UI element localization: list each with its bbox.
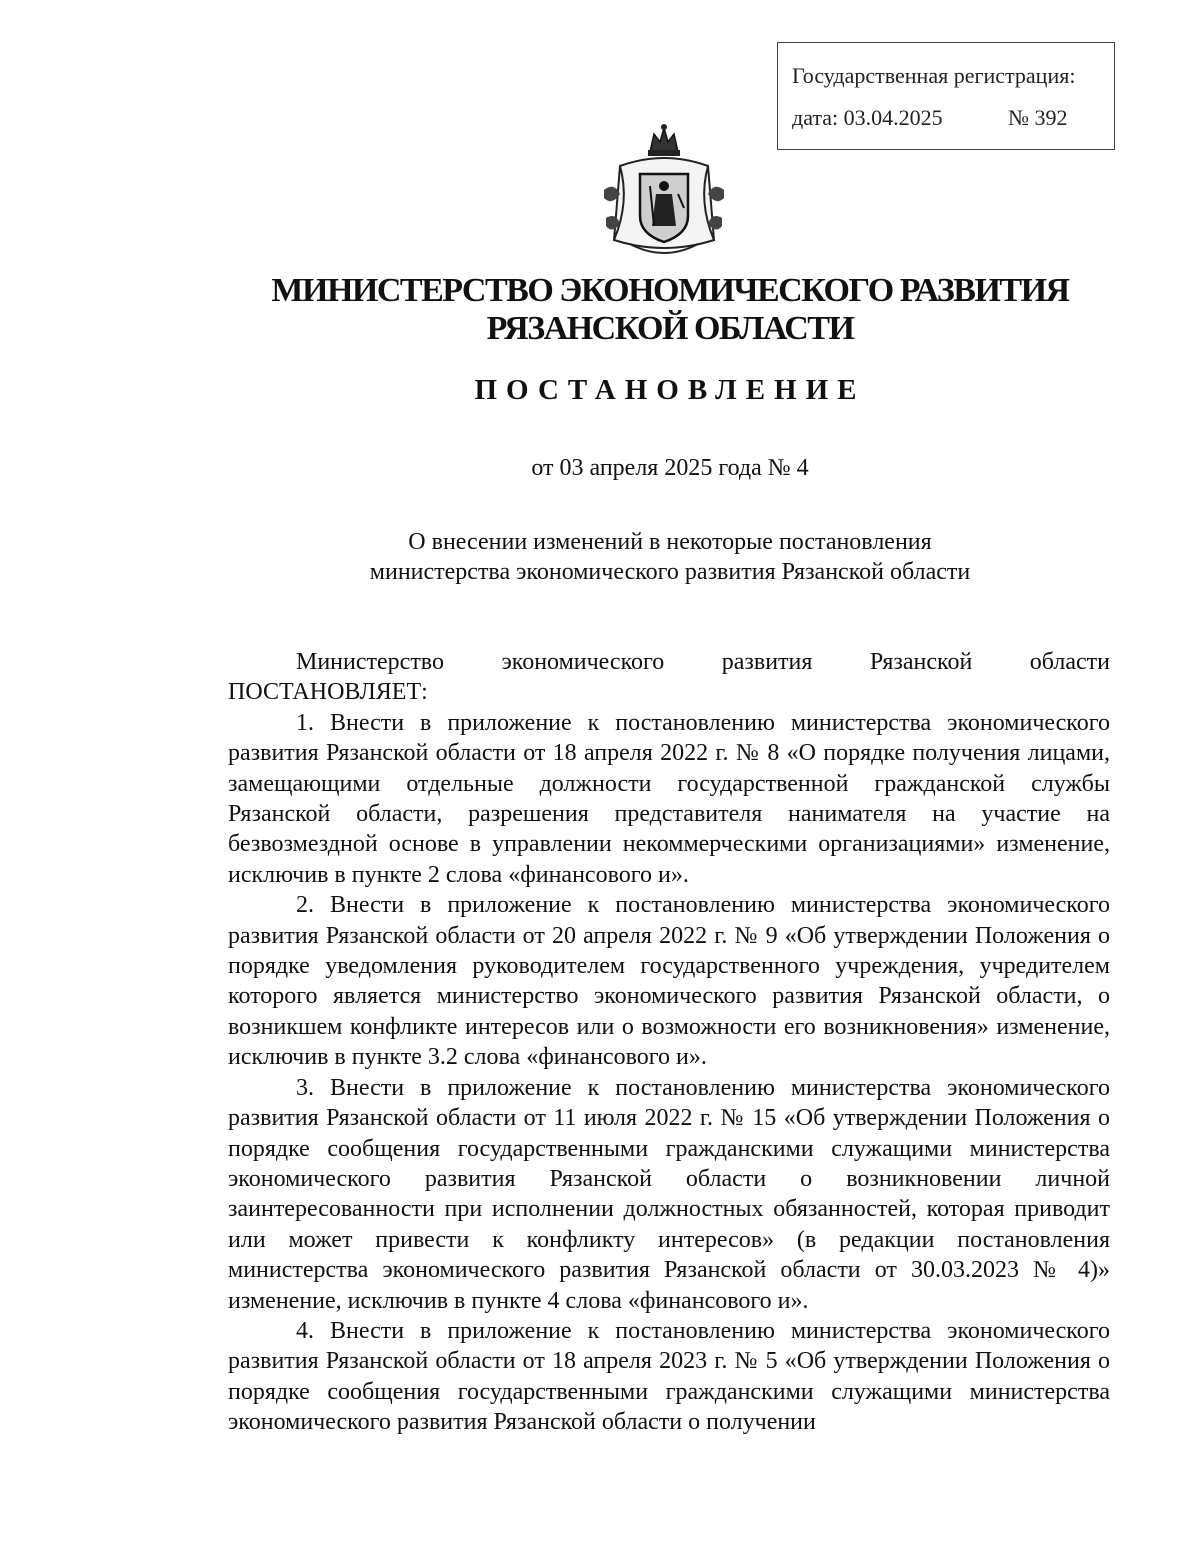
paragraph-item-1: 1. Внести в приложение к постановлению министерства экономического развития Рязанской области от 18 апреля 2022 г. № 8 «О порядке получения лицами, замещающими отдельные должности государственной гражданской службы Рязанской области, разрешения представителя нанимателя на участие на безвозмездной основе в управлении некоммерческими организациями» изменение, исключив в пункте 2 слова «финансового и». <box>228 709 1110 888</box>
paragraph-item-2: 2. Внести в приложение к постановлению министерства экономического развития Рязанской области от 20 апреля 2022 г. № 9 «Об утверждении Положения о порядке уведомления руководителем государственного учреждения, учредителем которого является министерство экономического развития Рязанской области, о возникшем конфликте интересов или о возможности его возникновения» изменение, исключив в пункте 3.2 слова «финансового и». <box>228 892 1110 1071</box>
document-type: ПОСТАНОВЛЕНИЕ <box>474 374 866 406</box>
ryazan-coat-of-arms-icon <box>600 122 728 262</box>
paragraph-item-4: 4. Внести в приложение к постановлению министерства экономического развития Рязанской области от 18 апреля 2023 г. № 5 «Об утверждении Положения о порядке сообщения государственными гражданскими служащими министерства экономического развития Рязанской области о получении <box>228 1317 1110 1436</box>
ministry-name-line2: РЯЗАНСКОЙ ОБЛАСТИ <box>486 310 854 347</box>
document-date-number: от 03 апреля 2025 года № 4 <box>531 455 809 481</box>
document-subject <box>0 527 1200 587</box>
subject-line1: О внесении изменений в некоторые постановления <box>408 529 932 555</box>
intro-line: Министерство экономического развития Рязанской области <box>296 649 1110 675</box>
paragraph-item-3: 3. Внести в приложение к постановлению министерства экономического развития Рязанской области от 11 июля 2022 г. № 15 «Об утверждении Положения о порядке сообщения государственными гражданскими служащими министерства экономического развития Рязанской области о возникновении личной заинтересованности при исполнении должностных обязанностей, которая приводит или может привести к конфликту интересов» (в редакции постановления министерства экономического развития Рязанской области от 30.03.2023 № 4)» изменение, исключив в пункте 4 слова «финансового и». <box>228 1074 1110 1314</box>
ministry-name-line1: МИНИСТЕРСТВО ЭКОНОМИЧЕСКОГО РАЗВИТИЯ <box>271 272 1069 309</box>
subject-line2: министерства экономического развития Рязанской области <box>369 559 971 585</box>
intro-resolves: ПОСТАНОВЛЯЕТ: <box>228 679 428 706</box>
registration-stamp <box>777 42 1115 150</box>
document-body <box>228 647 1110 1438</box>
registration-number: № 392 <box>1008 105 1068 130</box>
registration-title: Государственная регистрация: <box>792 63 1076 88</box>
registration-date: дата: 03.04.2025 <box>792 105 943 130</box>
ministry-name <box>0 272 1200 348</box>
